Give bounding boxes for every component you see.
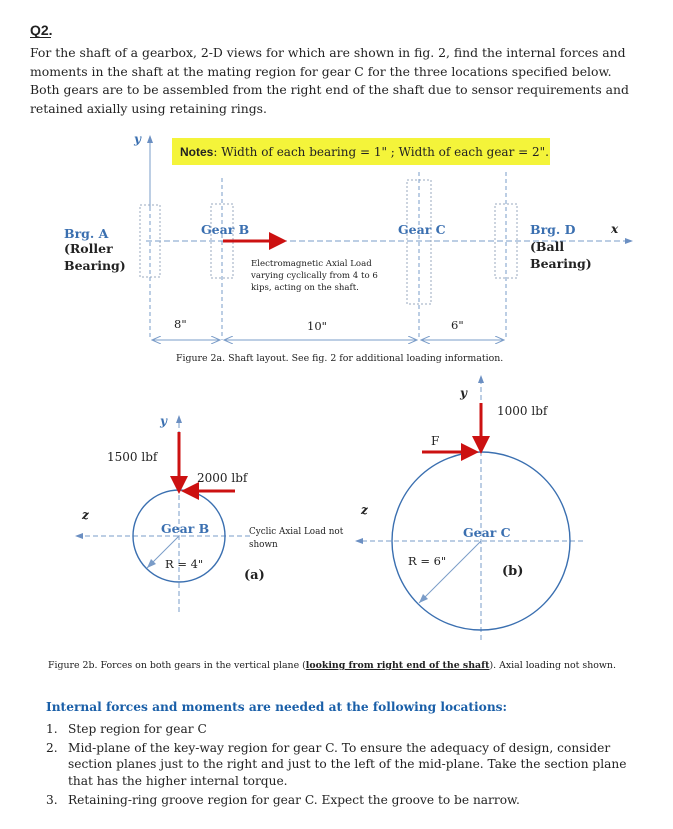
gear-c-vertical-force-label: 1000 lbf	[497, 404, 548, 418]
svg-text:Bearing): Bearing)	[64, 258, 126, 273]
x-axis-label: x	[611, 222, 619, 236]
list-item	[46, 721, 631, 737]
statement-line: Both gears are to be assembled from the right end of the shaft due to sensor requirements and	[30, 82, 629, 98]
gear-c-radius-line	[419, 541, 481, 603]
y-axis-label: y	[134, 132, 141, 146]
svg-text:shown: shown	[249, 540, 278, 550]
list-item	[46, 740, 631, 789]
subfigure-a-label: (a)	[244, 568, 265, 583]
bearing-d-label	[530, 222, 592, 271]
figure-2b-gear-c	[356, 376, 583, 640]
gear-c-z-label: z	[361, 503, 368, 517]
gear-b-axial-note	[249, 527, 344, 550]
gear-b-name: Gear B	[161, 521, 210, 536]
svg-text:Brg. D: Brg. D	[530, 222, 576, 237]
svg-text:varying cyclically from 4 to 6: varying cyclically from 4 to 6	[251, 271, 378, 281]
gear-c-name: Gear C	[463, 525, 511, 540]
dimension-6in: 6"	[451, 318, 464, 332]
gear-b-label: Gear B	[201, 222, 250, 237]
gear-b-y-label: y	[160, 414, 167, 428]
em-load-label	[250, 259, 378, 293]
statement-line: For the shaft of a gearbox, 2-D views for which are shown in fig. 2, find the internal forces and	[30, 45, 626, 60]
list-item	[46, 792, 631, 808]
locations-list	[46, 721, 631, 811]
gear-b-tangential-force-label: 2000 lbf	[197, 471, 248, 485]
dimension-8in: 8"	[174, 317, 187, 331]
svg-text:(Roller: (Roller	[64, 241, 113, 256]
list-item-number: 2.	[46, 741, 58, 756]
gear-c-label: Gear C	[398, 222, 446, 237]
svg-text:Cyclic Axial Load not: Cyclic Axial Load not	[249, 527, 344, 537]
gear-b-z-label: z	[82, 508, 89, 522]
figure-2b-caption: Figure 2b. Forces on both gears in the vertical plane (looking from right end of the shaft). Axial loading not shown.	[48, 660, 616, 671]
list-item-number: 3.	[46, 792, 58, 807]
list-item-text: Retaining-ring groove region for gear C. Expect the groove to be narrow.	[68, 792, 520, 807]
list-item-text: Mid-plane of the key-way region for gear C. To ensure the adequacy of design, consider section planes just to the right and just to the left of the mid-plane. Take the section plane that has the higher internal torque.	[68, 741, 627, 788]
gear-b-radius-label: R = 4"	[165, 557, 204, 571]
gear-c-radius-label: R = 6"	[408, 554, 447, 568]
svg-text:Electromagnetic Axial Load: Electromagnetic Axial Load	[251, 259, 372, 269]
locations-heading: Internal forces and moments are needed at the following locations:	[46, 700, 508, 714]
list-item-number: 1.	[46, 722, 58, 736]
gear-c-force-f-label: F	[431, 434, 440, 448]
list-item-text: Step region for gear C	[68, 722, 207, 736]
figure-2a-shaft-layout	[64, 132, 632, 364]
svg-text:Brg. A: Brg. A	[64, 226, 109, 241]
statement-line: moments in the shaft at the mating region for gear C for the three locations specified below.	[30, 63, 612, 79]
svg-text:Bearing): Bearing)	[530, 256, 592, 271]
statement-line: retained axially using retaining rings.	[30, 100, 267, 116]
gear-b-vertical-force-label: 1500 lbf	[107, 450, 158, 464]
subfigure-b-label: (b)	[502, 564, 524, 579]
svg-text:(Ball: (Ball	[530, 239, 565, 254]
bearing-a-label	[64, 226, 126, 273]
svg-text:kips, acting on the shaft.: kips, acting on the shaft.	[251, 283, 359, 293]
question-number: Q2.	[30, 22, 53, 38]
figure-2a-caption: Figure 2a. Shaft layout. See fig. 2 for additional loading information.	[176, 353, 504, 364]
dimension-10in: 10"	[307, 319, 327, 333]
gear-c-y-label: y	[460, 386, 467, 400]
notes-text: Notes: Width of each bearing = 1" ; Width of each gear = 2".	[180, 145, 549, 159]
figure-2b-gear-b	[76, 414, 344, 612]
